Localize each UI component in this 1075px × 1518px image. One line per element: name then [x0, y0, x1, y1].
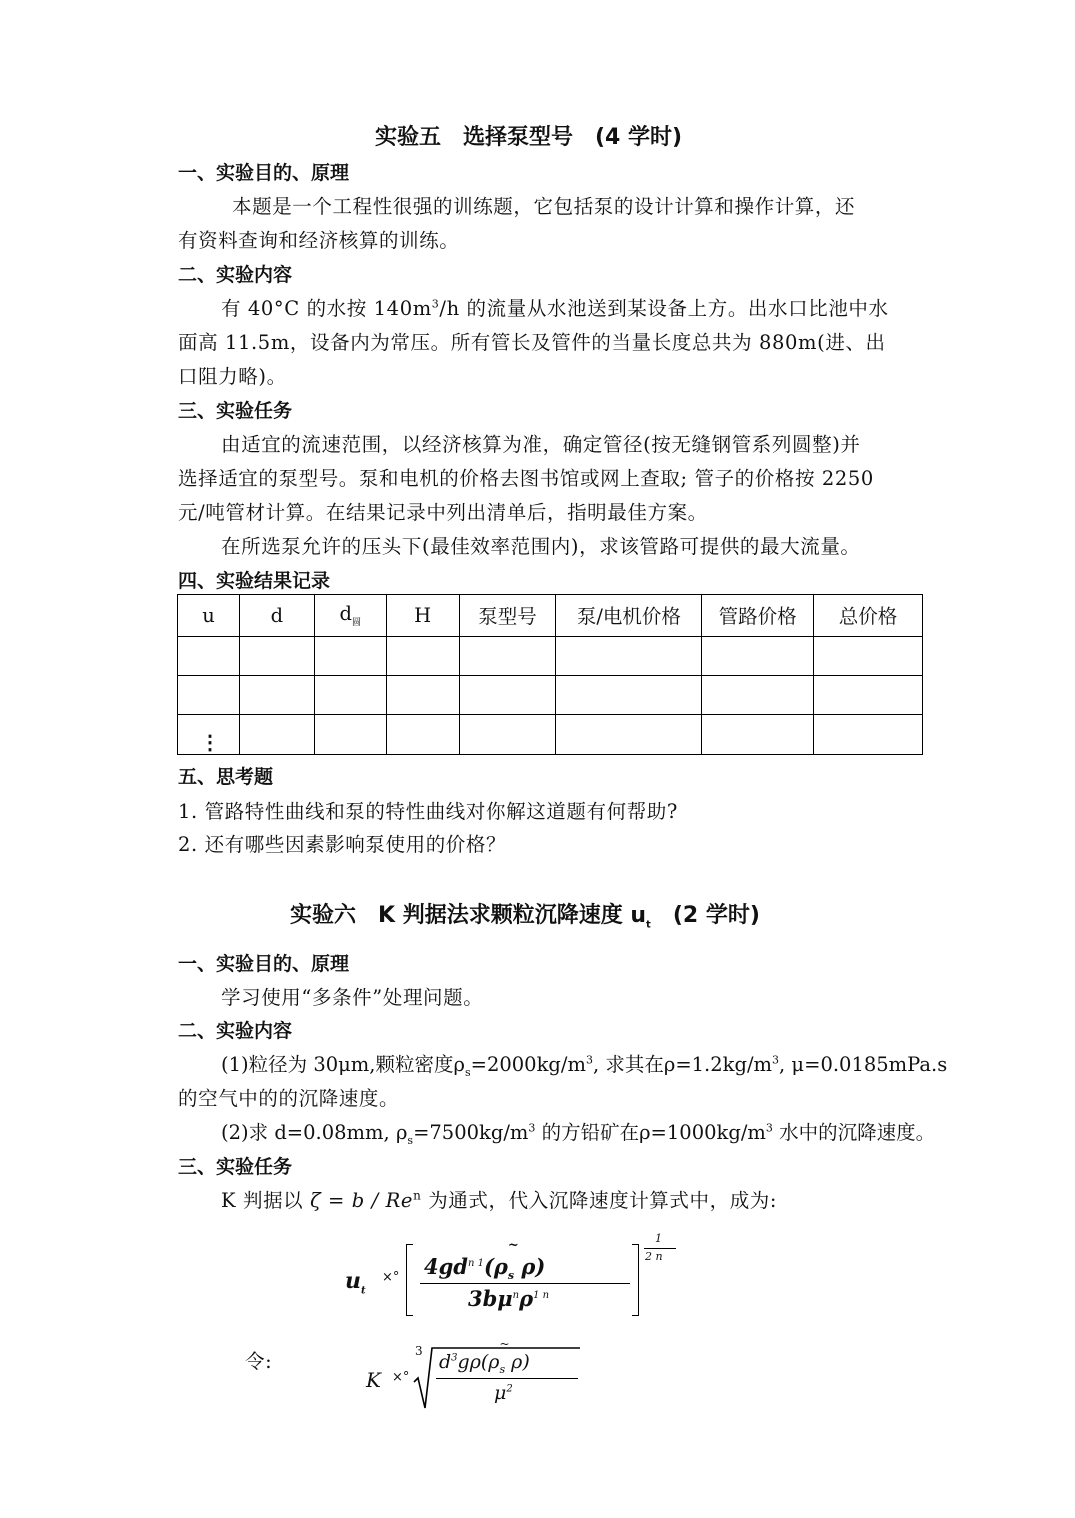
- exp6-s3-line1: K 判据以 ζ = b / Re$^n$ 为通式，代入沉降速度计算式中，成为:: [221, 1188, 778, 1212]
- exp6-section2-heading: 二、实验内容: [178, 1020, 293, 1042]
- col-header-H: H: [386, 595, 459, 637]
- table-cell: [386, 636, 459, 675]
- table-cell: [239, 636, 314, 675]
- exp5-title: 实验五 选择泵型号 (4 学时): [375, 125, 683, 150]
- exp6-s2-line2: 的空气中的的沉降速度。: [178, 1087, 400, 1110]
- exp5-s1-line2: 有资料查询和经济核算的训练。: [178, 229, 460, 252]
- right-bracket: [632, 1244, 639, 1316]
- exp5-section5-heading: 五、思考题: [178, 766, 274, 788]
- exp6-s2-line1: (1)粒径为 30μm,颗粒密度$\rho_s=2000kg/m^3$, 求其在$\rho=1.2kg/m^3$, μ=0.0185mPa.s: [221, 1053, 948, 1079]
- table-row: [178, 715, 923, 755]
- k-criterion-equation: K ×° 3 $d^3g\rho(\rho_s$ ~ ρ) $\mu^2$: [362, 1344, 592, 1414]
- question-1: 1. 管路特性曲线和泵的特性曲线对你解这道题有何帮助?: [178, 800, 678, 823]
- fraction-bar: [420, 1283, 630, 1284]
- exp6-title: 实验六 K 判据法求颗粒沉降速度 $u_t$ (2 学时): [290, 903, 760, 931]
- table-cell: [239, 715, 314, 755]
- question-2: 2. 还有哪些因素影响泵使用的价格？: [178, 833, 507, 856]
- table-cell: [386, 676, 459, 715]
- table-cell: [556, 636, 702, 675]
- exp5-s3-line3: 元/吨管材计算。在结果记录中列出清单后，指明最佳方案。: [178, 501, 708, 524]
- exp5-s2-line1: 有 40°C 的水按 $140m^3/h$ 的流量从水池送到某设备上方。出水口比池中水: [221, 297, 889, 320]
- table-cell: [702, 676, 814, 715]
- table-cell: [386, 715, 459, 755]
- table-row: [178, 636, 923, 675]
- exp5-s3-line2: 选择适宜的泵型号。泵和电机的价格去图书馆或网上查取; 管子的价格按 2250: [178, 467, 874, 490]
- exp5-section2-heading: 二、实验内容: [178, 264, 293, 286]
- col-header-d: d: [239, 595, 314, 637]
- exp5-s3-line1: 由适宜的流速范围，以经济核算为准，确定管径(按无缝钢管系列圆整)并: [221, 433, 861, 456]
- exp5-section4-heading: 四、实验结果记录: [178, 570, 331, 592]
- table-cell: [314, 636, 386, 675]
- exp5-s3-line4: 在所选泵允许的压头下(最佳效率范围内)，求该管路可提供的最大流量。: [221, 535, 861, 558]
- table-cell: [556, 676, 702, 715]
- table-cell: [459, 636, 556, 675]
- exp5-section1-heading: 一、实验目的、原理: [178, 162, 350, 184]
- table-cell: [239, 676, 314, 715]
- fraction-bar: [436, 1378, 578, 1379]
- table-cell: [178, 676, 240, 715]
- exp5-s2-line3: 口阻力略)。: [178, 365, 287, 388]
- table-cell: [702, 715, 814, 755]
- table-cell: [314, 676, 386, 715]
- table-cell: [459, 715, 556, 755]
- exp6-section1-heading: 一、实验目的、原理: [178, 953, 350, 975]
- let-label: 令:: [245, 1350, 273, 1373]
- exp6-section3-heading: 三、实验任务: [178, 1156, 293, 1178]
- table-cell: [314, 715, 386, 755]
- table-cell: [178, 636, 240, 675]
- table-cell: [814, 715, 923, 755]
- exp5-s2-line2: 面高 11.5m，设备内为常压。所有管长及管件的当量长度总共为 880m(进、出: [178, 331, 886, 354]
- col-header-pump-model: 泵型号: [459, 595, 556, 637]
- settling-velocity-equation: $u_t$ ×° $4gd^{n 1}(\rho_s$ ~ ρ) $3b\mu^n\rho^{1 n}$ 1 2 n: [340, 1236, 685, 1318]
- col-header-u: u: [178, 595, 240, 637]
- exp5-s1-line1: 本题是一个工程性很强的训练题，它包括泵的设计计算和操作计算，还: [232, 195, 856, 218]
- col-header-total-price: 总价格: [814, 595, 923, 637]
- exp6-s1-line1: 学习使用“多条件”处理问题。: [221, 986, 484, 1009]
- table-cell: [459, 676, 556, 715]
- table-cell: [702, 636, 814, 675]
- left-bracket: [406, 1244, 413, 1316]
- col-header-pump-motor-price: 泵/电机价格: [556, 595, 702, 637]
- results-table: [177, 594, 923, 755]
- exp6-s2-line3: (2)求 d=0.08mm, $\rho_s=7500kg/m^3$ 的方铅矿在$\rho=1000kg/m^3$ 水中的沉降速度。: [221, 1121, 936, 1147]
- col-header-pipe-price: 管路价格: [702, 595, 814, 637]
- col-header-d-round: $d_圆$: [314, 595, 386, 637]
- table-header-row: [178, 595, 923, 637]
- exp5-section3-heading: 三、实验任务: [178, 400, 293, 422]
- table-cell: [814, 636, 923, 675]
- table-cell-ellipsis: ⋮: [178, 715, 240, 755]
- table-cell: [814, 676, 923, 715]
- table-cell: [556, 715, 702, 755]
- table-row: [178, 676, 923, 715]
